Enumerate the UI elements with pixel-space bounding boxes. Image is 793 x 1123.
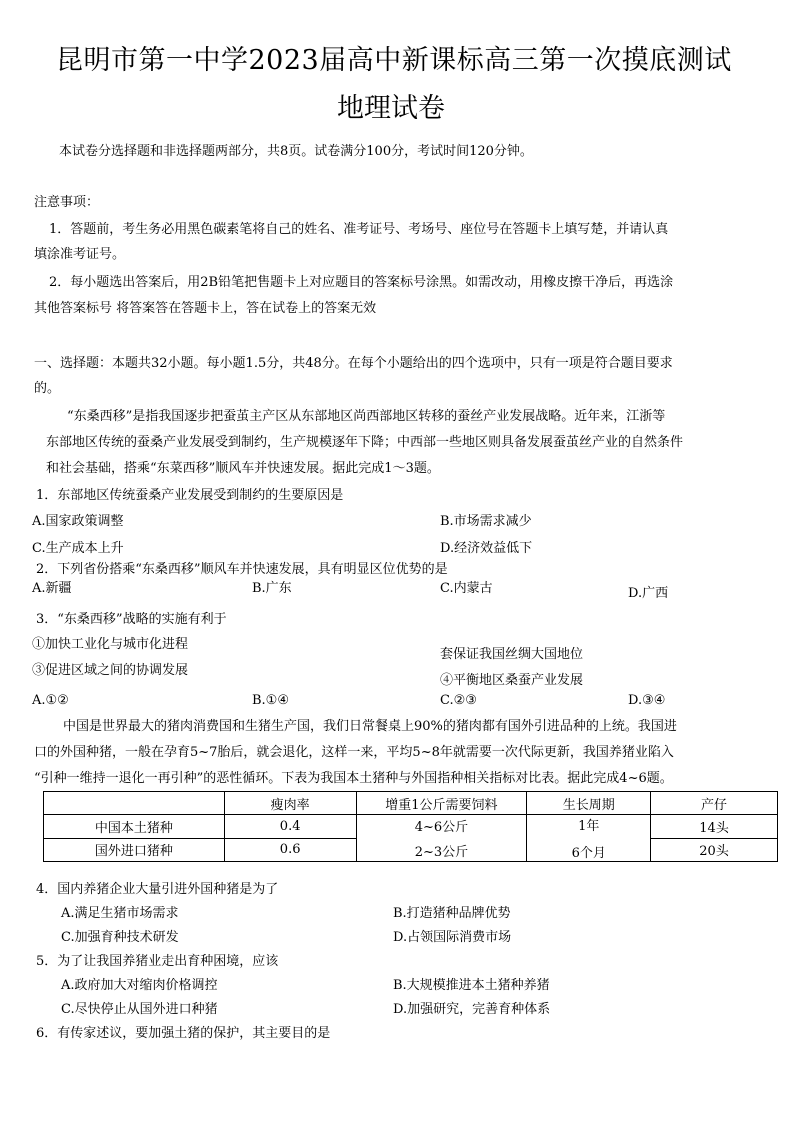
table-header-cell: 产仔 <box>651 792 778 815</box>
question-3-item-3: ③促进区域之间的协调发展 <box>32 663 189 678</box>
question-5-stem: 5．为了让我国养猪业走出育种困境，应该 <box>36 954 279 969</box>
notes-heading: 注意事项： <box>34 195 100 210</box>
question-4-option-c: C.加强育种技术研发 <box>61 930 179 945</box>
question-4-option-a: A.满足生猪市场需求 <box>61 906 179 921</box>
note-2-line-1: 2．每小题选出答案后，用2B铅笔把售题卡上对应题目的答案标号涂黑。如需改动，用橡皮擦干净后，再选涂 <box>49 275 674 290</box>
question-6-stem: 6．有传家述议，要加强土猪的保护，其主要目的是 <box>36 1026 331 1041</box>
note-1-line-1: 1．答题前，考生务必用黑色碳素笔将自己的姓名、准考证号、考场号、座位号在答题卡上填写楚，并请认真 <box>49 222 669 237</box>
table-cell: 0.6 <box>224 838 356 862</box>
question-2-stem: 2．下列省份搭乘“东桑西移”顺风车并快速发展，具有明显区位优势的是 <box>36 562 448 577</box>
table-header-row <box>44 792 778 815</box>
table-cell <box>356 815 527 862</box>
question-1-option-b: B.市场需求减少 <box>440 514 532 529</box>
table-cell-value: 2~3公斤 <box>414 845 469 860</box>
question-1-option-c: C.生产成本上升 <box>32 541 124 556</box>
note-1-line-2: 填涂准考证号。 <box>34 247 126 262</box>
table-cell: 中国本土猪种 <box>44 815 225 839</box>
question-1-option-d: D.经济效益低下 <box>440 541 533 556</box>
question-4-stem: 4．国内养猪企业大量引进外国种猪是为了 <box>36 882 279 897</box>
question-3-option-d: D.③④ <box>628 693 666 708</box>
question-5-option-b: B.大规模推进本土猪种养猪 <box>393 978 550 993</box>
table-cell <box>527 815 651 862</box>
table-cell: 国外进口猪种 <box>44 838 225 862</box>
table-row <box>44 815 778 839</box>
question-2-option-c: C.内蒙古 <box>440 581 493 596</box>
table-header-cell: 瘦肉率 <box>224 792 356 815</box>
section-1-line-2: 的。 <box>34 381 61 396</box>
question-5-option-a: A.政府加大对缩肉价格调控 <box>61 978 218 993</box>
passage-1-line-1: “东桑西移”是指我国逐步把蚕茧主产区从东部地区尚西部地区转移的蚕丝产业发展战略。近年来，江浙等 <box>67 409 666 424</box>
passage-1-line-3: 和社会基础，搭乘“东菜西移”顺风车并快速发展。据此完成1～3题。 <box>46 461 440 476</box>
passage-1-line-2: 东部地区传统的蚕桑产业发展受到制约，生产规模逐年下降；中西部一些地区则具备发展蚕茧丝产业的自然条件 <box>46 435 684 450</box>
question-2-option-d: D.广西 <box>628 586 669 601</box>
question-5-option-d: D.加强研究，完善育种体系 <box>393 1002 551 1017</box>
passage-2-line-2: 口的外国种猪，一般在孕育5~7胎后，就会退化，这样一来，平均5~8年就需要一次代际更新，我国养猪业陷入 <box>34 745 674 760</box>
section-1-line-1: 一、选择题：本题共32小题。每小题1.5分，共48分。在每个小题给出的四个选项中，只有一项是符合题目要求 <box>34 356 673 371</box>
note-2-line-2: 其他答案标号 将答案答在答题卡上，答在试卷上的答案无效 <box>34 301 377 316</box>
table-cell-value: 6个月 <box>571 846 606 861</box>
question-1-stem: 1．东部地区传统蚕桑产业发展受到制约的生要原因是 <box>36 488 344 503</box>
question-5-option-c: C.尽快停止从国外进口种猪 <box>61 1002 218 1017</box>
question-2-option-a: A.新疆 <box>32 581 72 596</box>
question-3-item-1: ①加快工业化与城市化进程 <box>32 637 189 652</box>
table-cell-value: 4~6公斤 <box>414 820 469 835</box>
table-header-cell: 增重1公斤需要饲料 <box>356 792 527 815</box>
table-cell: 0.4 <box>224 815 356 839</box>
question-2-option-b: B.广东 <box>252 581 292 596</box>
table-header-cell: 生长周期 <box>527 792 651 815</box>
question-3-item-2: 套保证我国丝绸大国地位 <box>440 647 584 662</box>
question-3-item-4: ④平衡地区桑蚕产业发展 <box>440 673 584 688</box>
pig-breed-comparison-table <box>43 791 778 862</box>
question-3-option-b: B.①④ <box>252 693 289 708</box>
exam-subtitle: 地理试卷 <box>337 93 445 124</box>
question-3-option-a: A.①② <box>32 693 69 708</box>
question-1-option-a: A.国家政策调整 <box>32 514 124 529</box>
passage-2-line-1: 中国是世界最大的猪肉消费国和生猪生产国，我们日常餐桌上90%的猪肉都有国外引进品种的上统。我国进 <box>63 719 677 734</box>
question-3-stem: 3．“东桑西移”战略的实施有利于 <box>36 612 227 627</box>
passage-2-line-3: “引种一维持一退化一再引种”的恶性循环。下表为我国本土猪种与外国指种相关指标对比表。据此完成4~6题。 <box>34 771 673 786</box>
question-3-option-c: C.②③ <box>440 693 477 708</box>
question-4-option-b: B.打造猪种品牌优势 <box>393 906 511 921</box>
exam-title: 昆明市第一中学2023届高中新课标高三第一次摸底测试 <box>56 45 732 76</box>
table-cell: 14头 <box>651 815 778 839</box>
table-header-cell <box>44 792 225 815</box>
exam-intro: 本试卷分选择题和非选择题两部分，共8页。试卷满分100分，考试时间120分钟。 <box>59 144 533 159</box>
question-4-option-d: D.占领国际消费市场 <box>393 930 512 945</box>
table-cell-value: 1年 <box>578 819 600 834</box>
table-cell: 20头 <box>651 838 778 862</box>
